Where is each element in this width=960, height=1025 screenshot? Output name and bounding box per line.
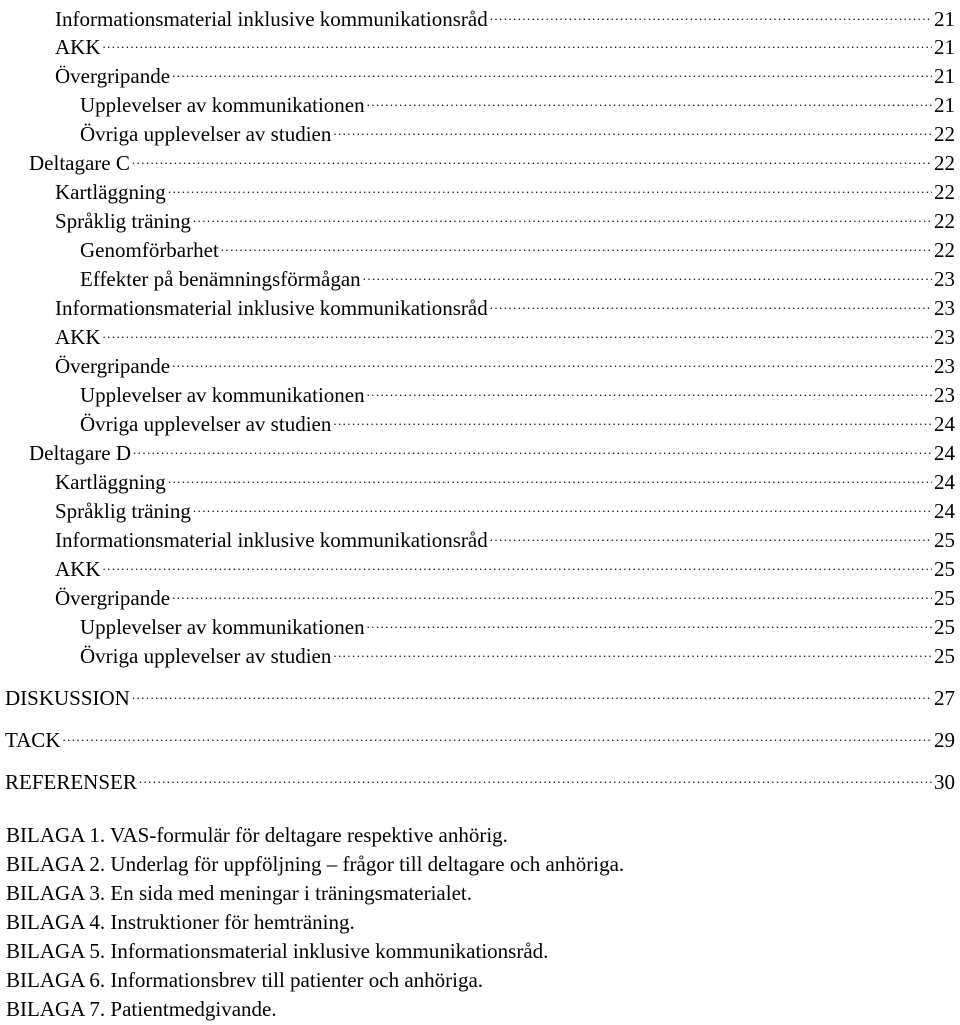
- dot-leader: [133, 434, 932, 460]
- dot-leader: [172, 579, 932, 605]
- dot-leader: [139, 763, 932, 789]
- toc-entry[interactable]: [80, 86, 955, 117]
- dot-leader: [193, 202, 932, 228]
- toc-entry[interactable]: [80, 231, 955, 262]
- toc-entry-page: 25: [934, 644, 955, 668]
- toc-entry[interactable]: [55, 550, 955, 581]
- toc-entry[interactable]: [55, 318, 955, 349]
- dot-leader: [367, 608, 932, 634]
- toc-entry-title: Övergripande: [55, 64, 171, 88]
- dot-leader: [363, 260, 932, 286]
- dot-leader: [172, 347, 932, 373]
- toc-entry-page: 29: [934, 728, 955, 752]
- dot-leader: [490, 0, 932, 26]
- toc-entry[interactable]: [80, 376, 955, 407]
- toc-entry-title: DISKUSSION: [5, 686, 130, 710]
- toc-entry[interactable]: [55, 289, 955, 320]
- toc-entry-title: AKK: [55, 35, 101, 59]
- toc-entry-page: 22: [934, 122, 955, 146]
- dot-leader: [132, 679, 932, 705]
- toc-entry-title: Övergripande: [55, 354, 171, 378]
- toc-entry-page: 23: [934, 383, 955, 407]
- appendix-item: BILAGA 4. Instruktioner för hemträning.: [6, 910, 355, 934]
- dot-leader: [168, 173, 932, 199]
- toc-entry-page: 22: [934, 238, 955, 262]
- dot-leader: [333, 115, 932, 141]
- toc-entry-page: 21: [934, 7, 955, 31]
- appendix-item: BILAGA 6. Informationsbrev till patienter och anhöriga.: [6, 968, 484, 992]
- dot-leader: [221, 231, 932, 257]
- dot-leader: [490, 521, 932, 547]
- dot-leader: [103, 550, 933, 576]
- toc-entry-title: Genomförbarhet: [80, 238, 219, 262]
- toc-entry-title: Upplevelser av kommunikationen: [80, 615, 365, 639]
- toc-entry-title: TACK: [5, 728, 61, 752]
- appendix-item: BILAGA 7. Patientmedgivande.: [6, 997, 277, 1021]
- dot-leader: [132, 144, 932, 170]
- toc-entry-page: 24: [934, 499, 955, 523]
- toc-entry-page: 25: [934, 615, 955, 639]
- toc-entry-page: 25: [934, 557, 955, 581]
- dot-leader: [172, 57, 932, 83]
- toc-entry-page: 30: [934, 770, 955, 794]
- dot-leader: [490, 289, 932, 315]
- appendix-item: BILAGA 3. En sida med meningar i träningsmaterialet.: [6, 881, 472, 905]
- dot-leader: [333, 405, 932, 431]
- toc-entry[interactable]: [55, 521, 955, 552]
- toc-entry-page: 22: [934, 209, 955, 233]
- toc-entry-title: Kartläggning: [55, 180, 166, 204]
- toc-entry[interactable]: [55, 492, 955, 523]
- toc-entry-page: 24: [934, 441, 955, 465]
- toc-entry[interactable]: [5, 763, 955, 794]
- dot-leader: [193, 492, 932, 518]
- toc-entry-title: Övergripande: [55, 586, 171, 610]
- toc-entry[interactable]: [55, 0, 955, 31]
- dot-leader: [333, 637, 932, 663]
- appendix-item: BILAGA 1. VAS-formulär för deltagare respektive anhörig.: [6, 823, 508, 847]
- dot-leader: [367, 376, 932, 402]
- toc-entry[interactable]: [80, 115, 955, 146]
- toc-entry-page: 21: [934, 35, 955, 59]
- toc-entry-page: 23: [934, 354, 955, 378]
- toc-entry-page: 23: [934, 296, 955, 320]
- toc-entry-page: 25: [934, 528, 955, 552]
- toc-entry[interactable]: [55, 57, 955, 88]
- toc-entry[interactable]: [80, 637, 955, 668]
- toc-entry-title: AKK: [55, 557, 101, 581]
- toc-entry-page: 21: [934, 93, 955, 117]
- toc-entry[interactable]: [80, 260, 955, 291]
- toc-entry-page: 27: [934, 686, 955, 710]
- toc-entry[interactable]: [29, 144, 955, 175]
- toc-entry-title: Övriga upplevelser av studien: [80, 412, 332, 436]
- toc-entry-title: Informationsmaterial inklusive kommunikationsråd: [55, 7, 488, 31]
- toc-entry-title: Upplevelser av kommunikationen: [80, 93, 365, 117]
- toc-entry-page: 21: [934, 64, 955, 88]
- toc-entry-title: REFERENSER: [5, 770, 137, 794]
- toc-entry-title: AKK: [55, 325, 101, 349]
- toc-entry-title: Informationsmaterial inklusive kommunikationsråd: [55, 296, 488, 320]
- toc-entry[interactable]: [55, 202, 955, 233]
- toc-entry[interactable]: [80, 608, 955, 639]
- toc-entry-page: 24: [934, 470, 955, 494]
- toc-entry-title: Övriga upplevelser av studien: [80, 122, 332, 146]
- toc-entry[interactable]: [80, 405, 955, 436]
- toc-entry-page: 22: [934, 180, 955, 204]
- toc-entry-title: Kartläggning: [55, 470, 166, 494]
- toc-entry-title: Språklig träning: [55, 209, 191, 233]
- toc-entry[interactable]: [55, 463, 955, 494]
- toc-entry-title: Effekter på benämningsförmågan: [80, 267, 361, 291]
- appendix-item: BILAGA 2. Underlag för uppföljning – frågor till deltagare och anhöriga.: [6, 852, 625, 876]
- toc-entry-page: 23: [934, 325, 955, 349]
- toc-entry-title: Deltagare D: [29, 441, 132, 465]
- dot-leader: [103, 318, 933, 344]
- toc-entry-title: Upplevelser av kommunikationen: [80, 383, 365, 407]
- toc-entry[interactable]: [29, 434, 955, 465]
- toc-entry[interactable]: [5, 679, 955, 710]
- toc-entry[interactable]: [55, 28, 955, 59]
- toc-entry[interactable]: [55, 579, 955, 610]
- toc-entry-title: Språklig träning: [55, 499, 191, 523]
- dot-leader: [168, 463, 932, 489]
- toc-entry-title: Övriga upplevelser av studien: [80, 644, 332, 668]
- appendix-item: BILAGA 5. Informationsmaterial inklusive kommunikationsråd.: [6, 939, 549, 963]
- dot-leader: [367, 86, 932, 112]
- toc-entry[interactable]: [55, 347, 955, 378]
- toc-entry-page: 25: [934, 586, 955, 610]
- toc-entry-page: 24: [934, 412, 955, 436]
- toc-entry-title: Deltagare C: [29, 151, 130, 175]
- dot-leader: [103, 28, 933, 54]
- toc-entry-page: 23: [934, 267, 955, 291]
- dot-leader: [62, 721, 932, 747]
- toc-entry-title: Informationsmaterial inklusive kommunikationsråd: [55, 528, 488, 552]
- toc-entry[interactable]: [55, 173, 955, 204]
- toc-entry[interactable]: [5, 721, 955, 752]
- toc-entry-page: 22: [934, 151, 955, 175]
